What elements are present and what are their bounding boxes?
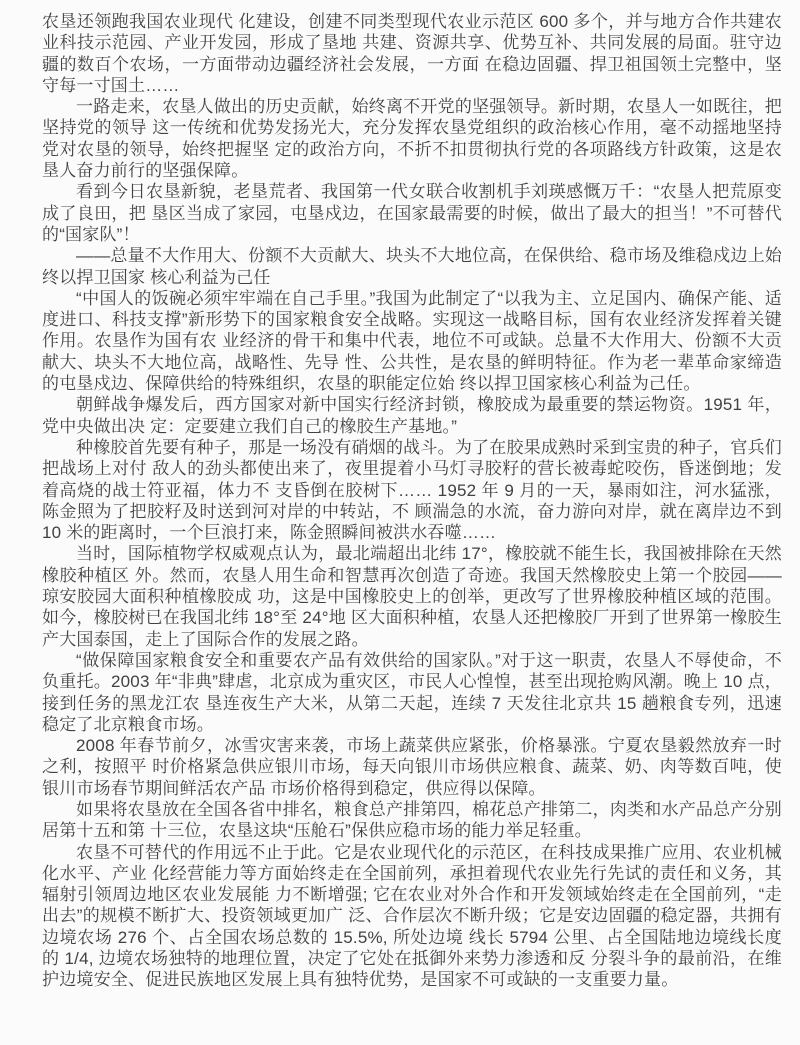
paragraph: 一路走来，农垦人做出的历史贡献，始终离不开党的坚强领导。新时期，农垦人一如既往，把坚持党的领导 这一传统和优势发扬光大，充分发挥农垦党组织的政治核心作用，毫不动摇地坚持党对农垦的领导，始终把握坚 定的政治方向，不折不扣贯彻执行党的各项路线方针政策，这是农垦人奋力前行的坚强保障。	[42, 97, 782, 181]
paragraph: 如果将农垦放在全国各省中排名，粮食总产排第四，棉花总产排第二，肉类和水产品总产分别居第十五和第 十三位，农垦这块“压舱石”保供应稳市场的能力举足轻重。	[42, 799, 782, 841]
paragraph: 朝鲜战争爆发后，西方国家对新中国实行经济封锁，橡胶成为最重要的禁运物资。1951 年，党中央做出决 定：定要建立我们自己的橡胶生产基地。”	[42, 395, 782, 436]
paragraph: 当时，国际植物学权威观点认为，最北端超出北纬 17°，橡胶就不能生长，我国被排除在天然橡胶种植区 外。然而，农垦人用生命和智慧再次创造了奇迹。我国天然橡胶史上第一个胶园——琼安胶园大面积种植橡胶成 功，这是中国橡胶史上的创举，更改写了世界橡胶种植区域的范围。如今，橡胶树已在我国北纬 18°至 24°地 区大面积种植，农垦人还把橡胶厂开到了世界第一橡胶生产大国泰国，走上了国际合作的发展之路。	[42, 544, 782, 649]
paragraph-continuation: 农垦还领跑我国农业现代 化建设，创建不同类型现代农业示范区 600 多个，并与地方合作共建农业科技示范园、产业开发园，形成了垦地 共建、资源共享、优势互补、共同发展的局面。驻守边疆的数百个农场，一方面带动边疆经济社会发展，一方面 在稳边固疆、捍卫祖国领土完整中，坚守每一寸国土……	[42, 12, 782, 95]
paragraph: 2008 年春节前夕，冰雪灾害来袭，市场上蔬菜供应紧张，价格暴涨。宁夏农垦毅然放弃一时之利，按照平 时价格紧急供应银川市场，每天向银川市场供应粮食、蔬菜、奶、肉等数百吨，使银川市场春节期间鲜活农产品 市场价格得到稳定，供应得以保障。	[42, 736, 782, 798]
paragraph: 农垦不可替代的作用远不止于此。它是农业现代化的示范区，在科技成果推广应用、农业机械化水平、产业 化经营能力等方面始终走在全国前列，承担着现代农业先行先试的责任和义务，其辐射引领周边地区农业发展能 力不断增强; 它在农业对外合作和开发领域始终走在全国前列，“走出去”的规模不断扩大、投资领域更加广 泛、合作层次不断升级；它是安边固疆的稳定器，共拥有边境农场 276 个、占全国农场总数的 15.5%, 所处边境 线长 5794 公里、占全国陆地边境线长度的 1/4, 边境农场独特的地理位置，决定了它处在抵御外来势力渗透和反 分裂斗争的最前沿，在维护边境安全、促进民族地区发展上具有独特优势，是国家不可或缺的一支重要力量。	[42, 842, 782, 990]
paragraph: “中国人的饭碗必须牢牢端在自己手里。”我国为此制定了“以我为主、立足国内、确保产能、适度进口、科技支撑”新形势下的国家粮食安全战略。实现这一战略目标，国有农业经济发挥着关键作用。农垦作为国有农 业经济的骨干和集中代表，地位不可或缺。总量不大作用大、份额不大贡献大、块头不大地位高，战略性、先导 性、公共性，是农垦的鲜明特征。作为老一辈革命家缔造的屯垦戍边、保障供给的特殊组织，农垦的职能定位始 终以捍卫国家核心利益为己任。	[42, 288, 782, 394]
paragraph: 种橡胶首先要有种子，那是一场没有硝烟的战斗。为了在胶果成熟时采到宝贵的种子，官兵们把战场上对付 敌人的劲头都使出来了，夜里提着小马灯寻胶籽的营长被毒蛇咬伤，昏迷倒地；发着高烧的战士符亚福，体力不 支昏倒在胶树下…… 1952 年 9 月的一天，暴雨如注，河水猛涨，陈金照为了把胶籽及时送到河对岸的中转站，不 顾湍急的水流，奋力游向对岸，就在离岸边不到 10 米的距离时，一个巨浪打来，陈金照瞬间被洪水吞噬……	[42, 437, 782, 543]
paragraph: “做保障国家粮食安全和重要农产品有效供给的国家队。”对于这一职责，农垦人不辱使命，不负重托。2003 年“非典”肆虐，北京成为重灾区，市民人心惶惶，甚至出现抢购风潮。晚上 10 点，接到任务的黑龙江农 垦连夜生产大米，从第二天起，连续 7 天发往北京共 15 趟粮食专列，迅速稳定了北京粮食市场。	[42, 650, 782, 734]
paragraph-dash-heading: ——总量不大作用大、份额不大贡献大、块头不大地位高，在保供给、稳市场及维稳戍边上始终以捍卫国家 核心利益为己任	[42, 246, 782, 287]
paragraph: 看到今日农垦新貌，老垦荒者、我国第一代女联合收割机手刘瑛感慨万千：“农垦人把荒原变成了良田，把 垦区当成了家园，屯垦戍边，在国家最需要的时候，做出了最大的担当！”不可替代的“国家队”！	[42, 182, 782, 244]
